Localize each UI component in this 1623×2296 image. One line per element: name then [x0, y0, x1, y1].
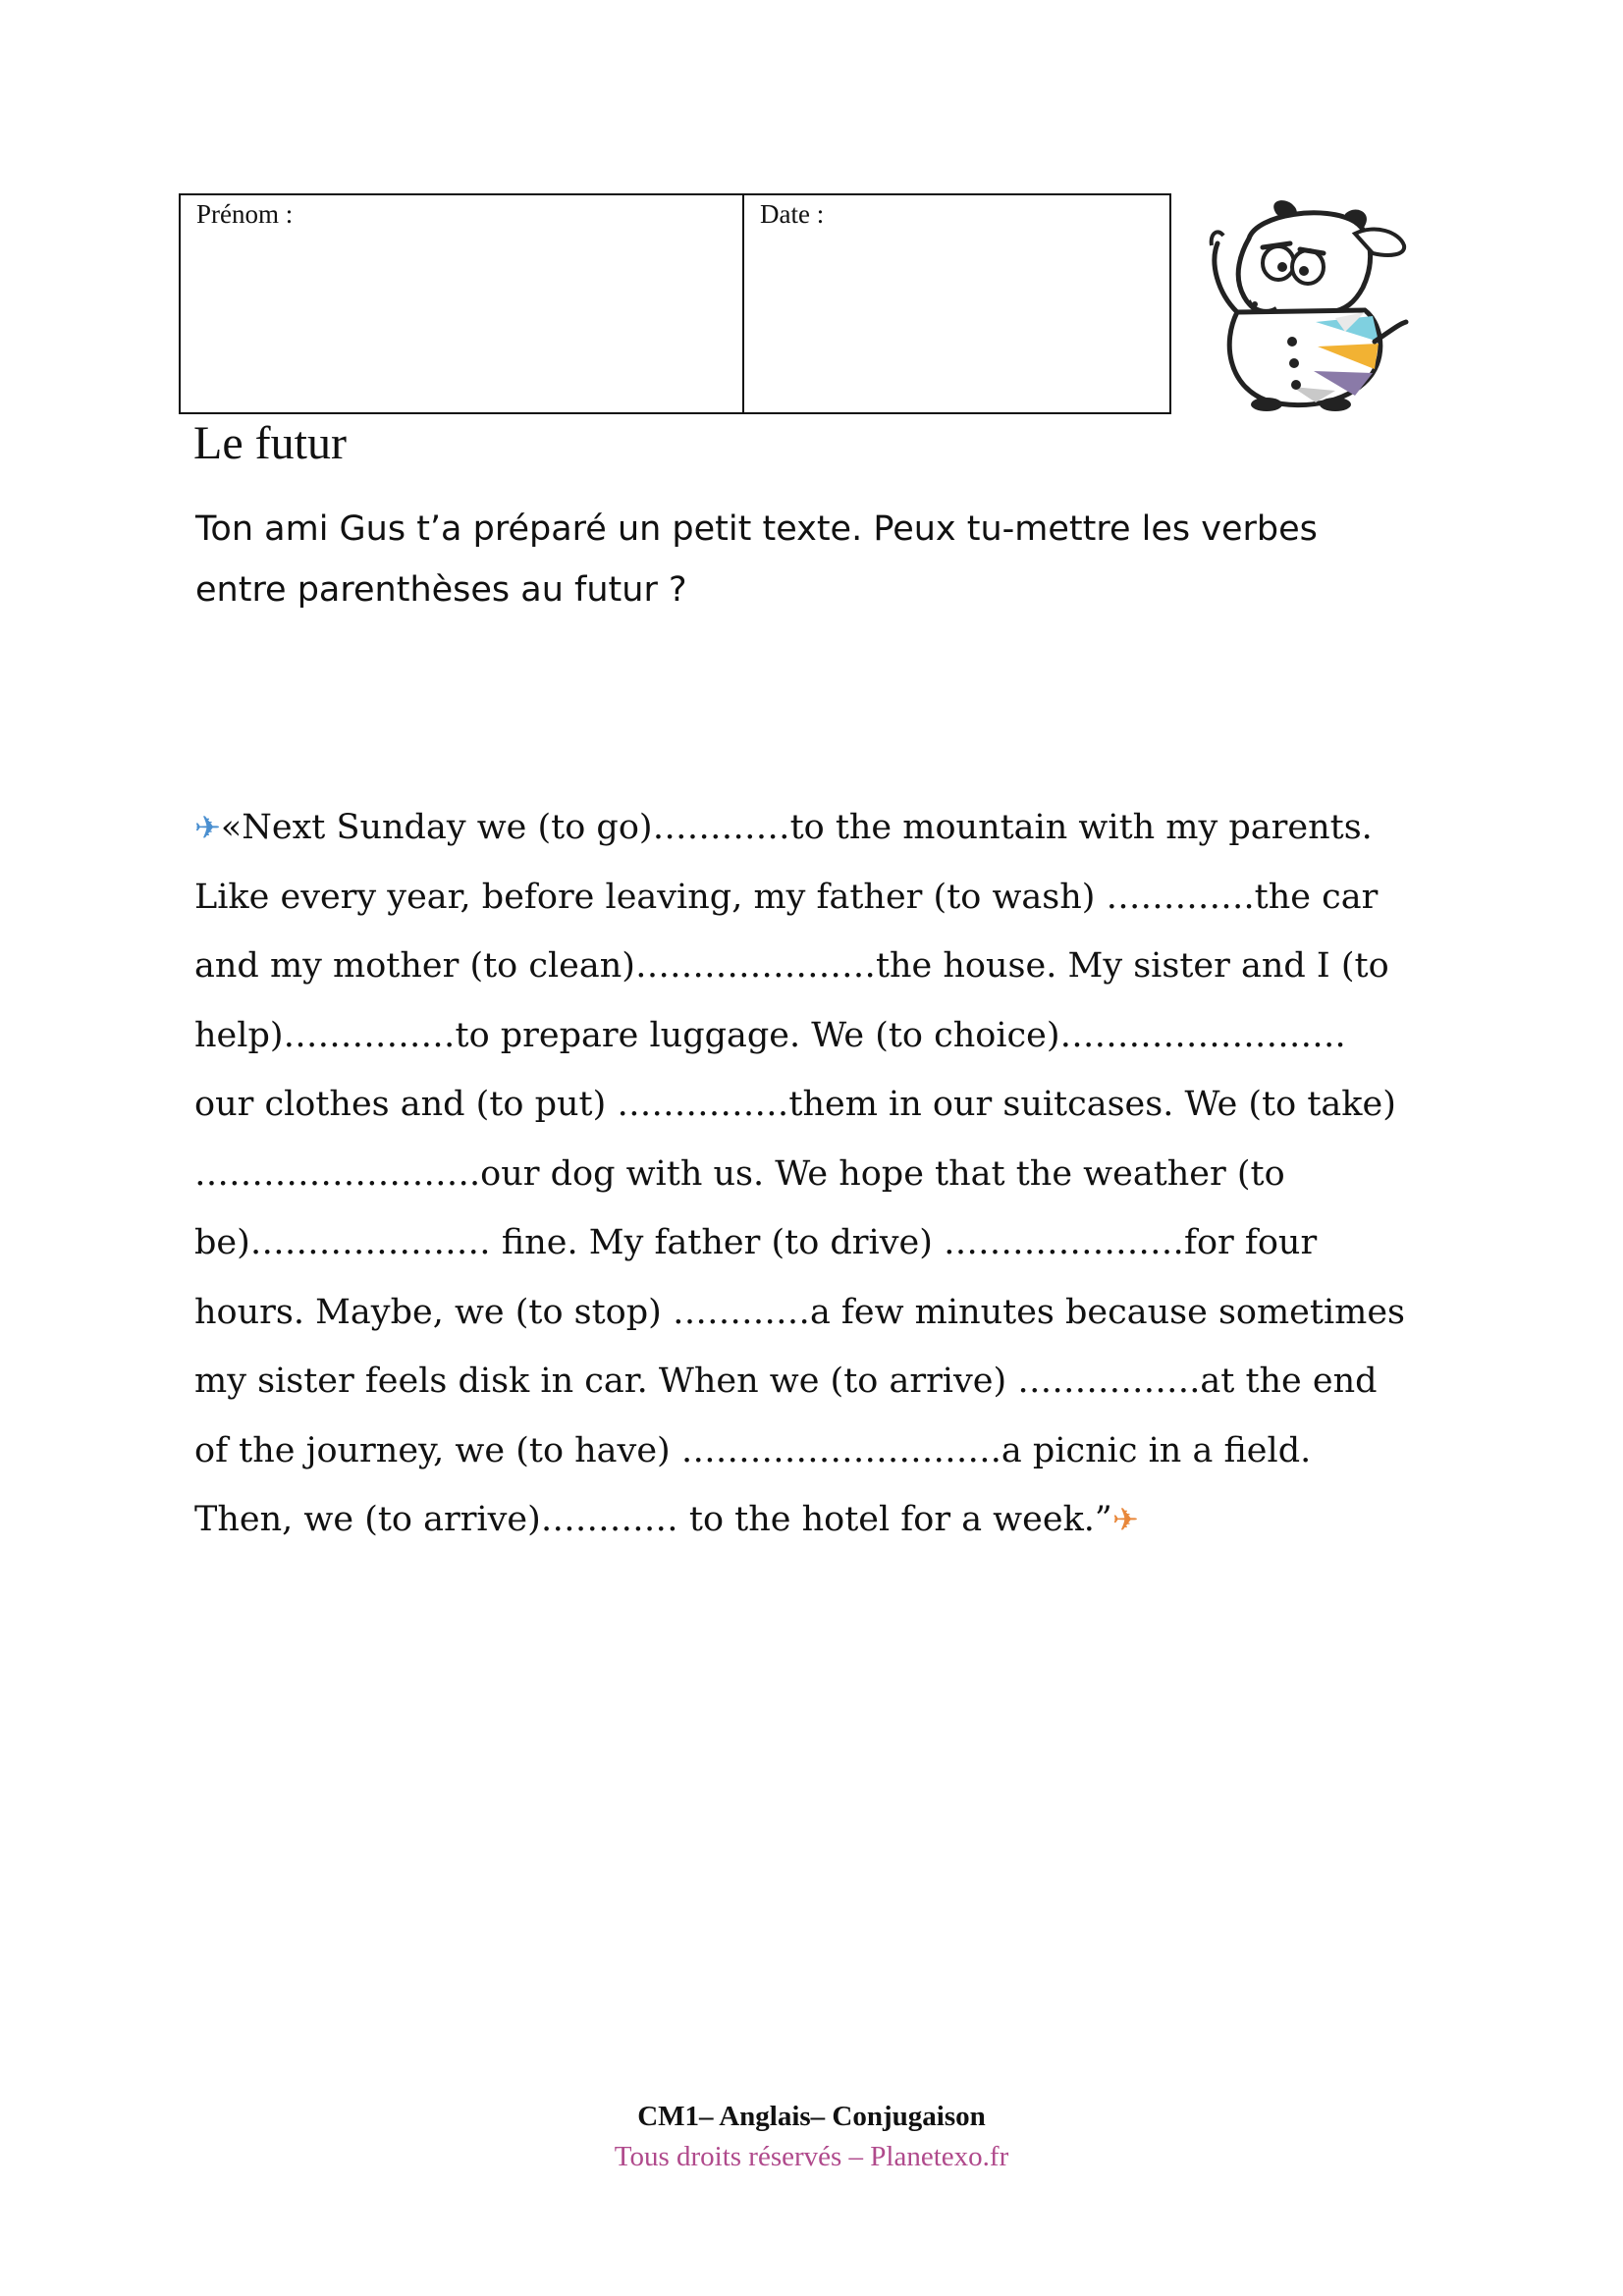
exercise-line: …………………….our dog with us. We hope that the weather (to: [194, 1153, 1285, 1194]
instructions-line-1: Ton ami Gus t’a préparé un petit texte. Peux tu-mettre les verbes: [195, 509, 1318, 549]
exercise-line: of the journey, we (to have) ……………………….a picnic in a field.: [194, 1430, 1312, 1470]
name-field[interactable]: [181, 195, 744, 412]
exercise-line: help)……………to prepare luggage. We (to choice)…………………….: [194, 1015, 1346, 1055]
footer-course: CM1– Anglais– Conjugaison: [637, 2101, 986, 2132]
page-title: Le futur: [193, 417, 347, 469]
instructions-line-2: entre parenthèses au futur ?: [195, 570, 687, 610]
exercise-line: hours. Maybe, we (to stop) …………a few minutes because sometimes: [194, 1292, 1405, 1332]
exercise-line: be)………………… fine. My father (to drive) …………………for four: [194, 1223, 1318, 1262]
exercise-line: my sister feels disk in car. When we (to arrive) …………….at the end: [194, 1362, 1378, 1401]
name-date-box: [179, 193, 1171, 414]
footer-copyright: Tous droits réservés – Planetexo.fr: [614, 2141, 1009, 2172]
airplane-icon: ✈: [1111, 1501, 1139, 1538]
exercise-line: ✈«Next Sunday we (to go)…………to the mountain with my parents.: [194, 793, 1471, 863]
airplane-icon: ✈: [194, 809, 221, 846]
date-label: Date :: [760, 199, 825, 229]
exercise-line: and my mother (to clean)…………………the house. My sister and I (to: [194, 946, 1389, 986]
name-label: Prénom :: [196, 199, 294, 229]
exercise-line: Then, we (to arrive)………… to the hotel for a week.”✈: [194, 1485, 1471, 1555]
exercise-line: Like every year, before leaving, my father (to wash) ………….the car: [194, 877, 1379, 917]
instructions: [195, 499, 1433, 620]
date-field[interactable]: [744, 195, 1169, 412]
exercise-text: [194, 793, 1471, 1555]
exercise-line: our clothes and (to put) ……………them in our suitcases. We (to take): [194, 1085, 1396, 1124]
sheep-mascot-icon: [1198, 194, 1416, 414]
